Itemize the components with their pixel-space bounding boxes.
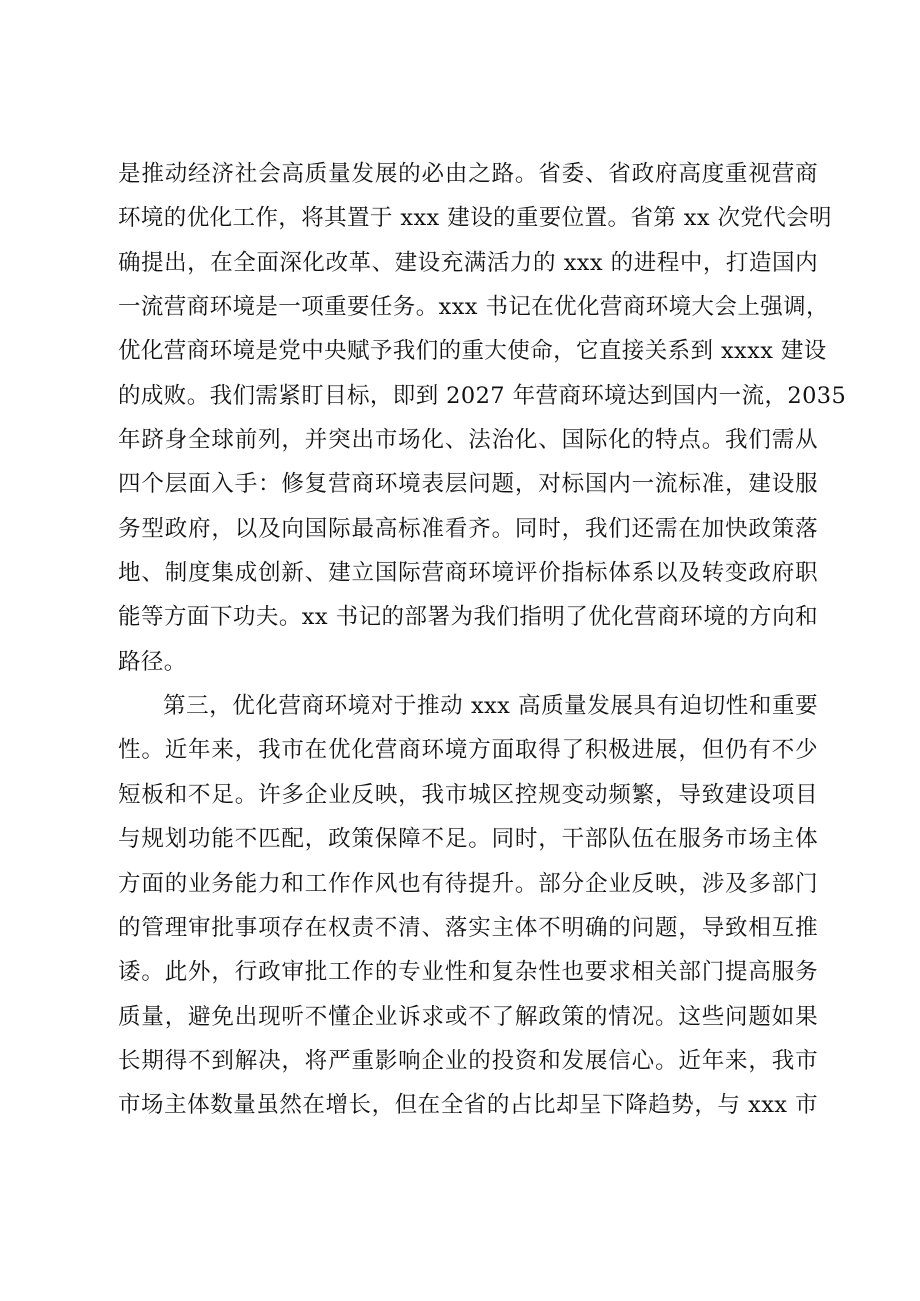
text-line: 方面的业务能力和工作作风也有待提升。部分企业反映，涉及多部门 <box>118 870 818 897</box>
text-line: 路径。 <box>118 648 187 675</box>
text-line: 短板和不足。许多企业反映，我市城区控规变动频繁，导致建设项目 <box>118 781 818 808</box>
text-line-indented: 第三，优化营商环境对于推动 xxx 高质量发展具有迫切性和重要 <box>163 693 818 720</box>
text-line: 一流营商环境是一项重要任务。xxx 书记在优化营商环境大会上强调， <box>118 294 829 321</box>
text-line: 的管理审批事项存在权责不清、落实主体不明确的问题，导致相互推 <box>118 914 818 941</box>
text-line: 年跻身全球前列，并突出市场化、法治化、国际化的特点。我们需从 <box>118 427 818 454</box>
text-line: 质量，避免出现听不懂企业诉求或不了解政策的情况。这些问题如果 <box>118 1003 818 1030</box>
text-line: 四个层面入手：修复营商环境表层问题，对标国内一流标准，建设服 <box>118 471 818 498</box>
text-line: 能等方面下功夫。xx 书记的部署为我们指明了优化营商环境的方向和 <box>118 604 818 631</box>
text-line: 市场主体数量虽然在增长，但在全省的占比却呈下降趋势，与 xxx 市 <box>118 1092 818 1119</box>
text-line: 与规划功能不匹配，政策保障不足。同时，干部队伍在服务市场主体 <box>118 826 818 853</box>
text-line: 诿。此外，行政审批工作的专业性和复杂性也要求相关部门提高服务 <box>118 959 818 986</box>
document-body <box>118 152 847 1128</box>
text-line: 的成败。我们需紧盯目标，即到 2027 年营商环境达到国内一流，2035 <box>118 382 847 409</box>
text-line: 性。近年来，我市在优化营商环境方面取得了积极进展，但仍有不少 <box>118 737 818 764</box>
paragraph-1 <box>118 152 847 684</box>
text-line: 环境的优化工作，将其置于 xxx 建设的重要位置。省第 xx 次党代会明 <box>118 205 832 232</box>
text-line: 确提出，在全面深化改革、建设充满活力的 xxx 的进程中，打造国内 <box>118 249 818 276</box>
text-line: 是推动经济社会高质量发展的必由之路。省委、省政府高度重视营商 <box>118 161 818 187</box>
text-line: 长期得不到解决，将严重影响企业的投资和发展信心。近年来，我市 <box>118 1047 818 1074</box>
text-line: 地、制度集成创新、建立国际营商环境评价指标体系以及转变政府职 <box>118 560 818 587</box>
paragraph-2 <box>118 684 818 1127</box>
text-line: 优化营商环境是党中央赋予我们的重大使命，它直接关系到 xxxx 建设 <box>118 338 827 365</box>
text-line: 务型政府，以及向国际最高标准看齐。同时，我们还需在加快政策落 <box>118 515 818 542</box>
